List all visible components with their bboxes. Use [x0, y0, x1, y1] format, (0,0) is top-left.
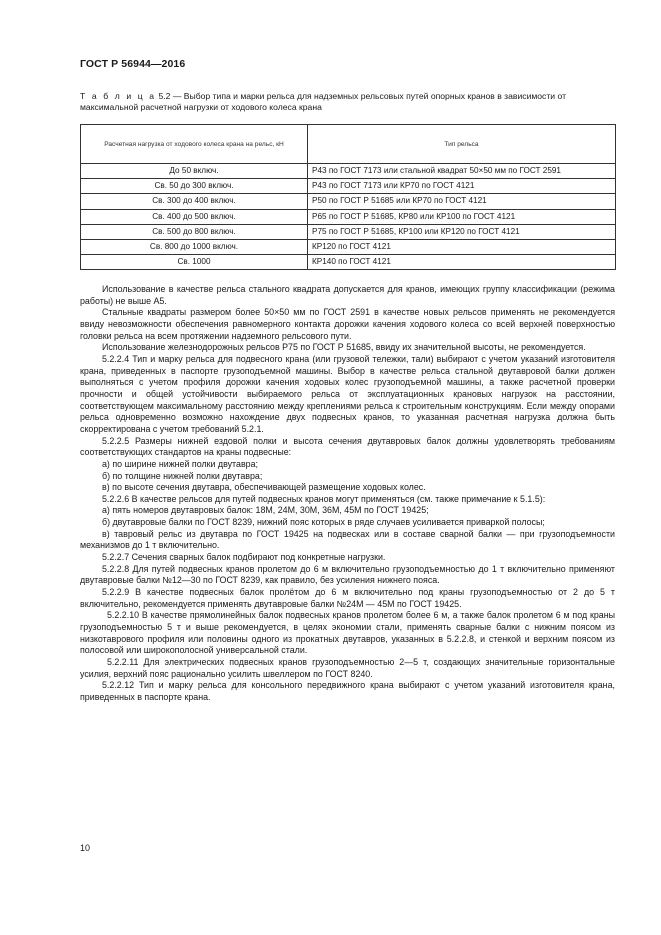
table-row [81, 239, 616, 254]
list-item: б) двутавровые балки по ГОСТ 8239, нижний пояс которых в ряде случаев усиливается приваркой полосы; [102, 517, 545, 528]
paragraph: 5.2.2.5 Размеры нижней ездовой полки и высота сечения двутавровых балок должны удовлетворять требованиям соответствующих стандартов на краны подвесные: [80, 435, 615, 458]
rail-cell: Р65 по ГОСТ Р 51685, КР80 или КР100 по ГОСТ 4121 [308, 209, 616, 224]
list-item: в) тавровый рельс из двутавра по ГОСТ 19425 на подвесках или в составе сварной балки — при грузоподъемности механизмов до 1 т включительно. [80, 528, 615, 551]
col-load-header: Расчетная нагрузка от ходового колеса крана на рельс, кН [81, 125, 308, 164]
rail-cell: Р43 по ГОСТ 7173 или КР70 по ГОСТ 4121 [308, 179, 616, 194]
rail-cell: Р75 по ГОСТ Р 51685, КР100 или КР120 по ГОСТ 4121 [308, 224, 616, 239]
table-header-row [81, 125, 616, 164]
load-cell: До 50 включ. [81, 164, 308, 179]
list-item: б) по толщине нижней полки двутавра; [102, 470, 263, 481]
list-item: а) по ширине нижней полки двутавра; [102, 458, 259, 469]
load-cell: Св. 800 до 1000 включ. [81, 239, 308, 254]
paragraph: 5.2.2.6 В качестве рельсов для путей подвесных кранов могут применяться (см. также примечание к 5.1.5): [102, 493, 546, 504]
table-row [81, 164, 616, 179]
table-caption-text: 5.2 — Выбор типа и марки рельса для надземных рельсовых путей опорных кранов в зависимости от максимальной расчетной нагрузки от ходового колеса крана [80, 91, 567, 112]
paragraph: 5.2.2.12 Тип и марку рельса для консольного передвижного крана выбирают с учетом указаний изготовителя крана, приведенных в паспорте крана. [80, 680, 615, 702]
paragraph: 5.2.2.7 Сечения сварных балок подбирают под конкретные нагрузки. [102, 552, 386, 563]
paragraph: 5.2.2.11 Для электрических подвесных кранов грузоподъемностью 2—5 т, создающих значительные горизонтальные усилия, верхний пояс рационально усилить швеллером по ГОСТ 8240. [80, 657, 615, 679]
table-row [81, 224, 616, 239]
rail-cell: КР120 по ГОСТ 4121 [308, 239, 616, 254]
paragraph: Стальные квадраты размером более 50×50 мм по ГОСТ 2591 в качестве новых рельсов применять не рекомендуется ввиду невозможности обеспечения равномерного контакта дорожки качения ходового колеса со всей верхней поверхностью головки рельса на всем протяжении надземного рельсового пути. [80, 307, 615, 341]
load-cell: Св. 400 до 500 включ. [81, 209, 308, 224]
load-cell: Св. 1000 [81, 255, 308, 270]
rail-cell: КР140 по ГОСТ 4121 [308, 255, 616, 270]
table-row [81, 179, 616, 194]
list-item: в) по высоте сечения двутавра, обеспечивающей размещение ходовых колес. [102, 482, 426, 493]
table-row [81, 194, 616, 209]
paragraph: 5.2.2.4 Тип и марку рельса для подвесного крана (или грузовой тележки, тали) выбирают с учетом указаний изготовителя крана, приведенных в паспорте грузоподъемной машины. Выбор в качестве рельса стальной двутавровой балки должен выполняться с учетом профиля дорожки качения ходовых колес грузоподъемной машины, а также расчетной проверки прочности и общей устойчивости выбираемого рельса от эксплуатационных крановых нагрузок на расстоянии, соответствующем максимальному расстоянию между креплениями рельса к строительным конструкциям. Если между опорами рельса одновременно возможно нахождение двух подвесных кранов, то указанная расчетная нагрузка должна быть скорректирована с учетом требований 5.2.1. [80, 353, 615, 434]
table-caption [80, 91, 615, 113]
rail-cell: Р43 по ГОСТ 7173 или стальной квадрат 50×50 мм по ГОСТ 2591 [308, 164, 616, 179]
list-item: а) пять номеров двутавровых балок: 18М, 24М, 30М, 36М, 45М по ГОСТ 19425; [102, 505, 429, 516]
body-text [80, 284, 615, 704]
load-cell: Св. 50 до 300 включ. [81, 179, 308, 194]
page-number: 10 [80, 843, 91, 853]
paragraph: 5.2.2.10 В качестве прямолинейных балок подвесных кранов пролетом более 6 м, а также балок пролетом 6 м под краны грузоподъемностью 5 т и выше рекомендуется, в целях экономии стали, применять сварные балки с нижним поясом из низкотаврового профиля или половины одного из прокатных двутавров, указанных в 5.2.2.8, и стенкой и верхним поясом из полосовой или широкополосной универсальной стали. [80, 610, 615, 656]
document-header: ГОСТ Р 56944—2016 [80, 58, 186, 70]
table-label: Т а б л и ц а [80, 91, 157, 101]
paragraph: Использование в качестве рельса стального квадрата допускается для кранов, имеющих группу классификации (режима работы) не выше А5. [80, 284, 615, 306]
paragraph: Использование железнодорожных рельсов Р75 по ГОСТ Р 51685, ввиду их значительной высоты, не рекомендуется. [102, 342, 586, 353]
col-rail-header: Тип рельса [308, 125, 616, 164]
paragraph: 5.2.2.8 Для путей подвесных кранов пролетом до 6 м включительно грузоподъемностью до 1 т включительно применяют двутавровые балки №12—30 по ГОСТ 8239, как правило, без усиления нижнего пояса. [80, 563, 615, 586]
rail-cell: Р50 по ГОСТ Р 51685 или КР70 по ГОСТ 4121 [308, 194, 616, 209]
load-cell: Св. 500 до 800 включ. [81, 224, 308, 239]
rail-selection-table [80, 124, 616, 270]
load-cell: Св. 300 до 400 включ. [81, 194, 308, 209]
table-row [81, 209, 616, 224]
table-row [81, 255, 616, 270]
paragraph: 5.2.2.9 В качестве подвесных балок пролётом до 6 м включительно под краны грузоподъемностью от 2 до 5 т включительно, рекомендуется применять двутавровые балки №24М — 45М по ГОСТ 19425. [80, 587, 615, 609]
